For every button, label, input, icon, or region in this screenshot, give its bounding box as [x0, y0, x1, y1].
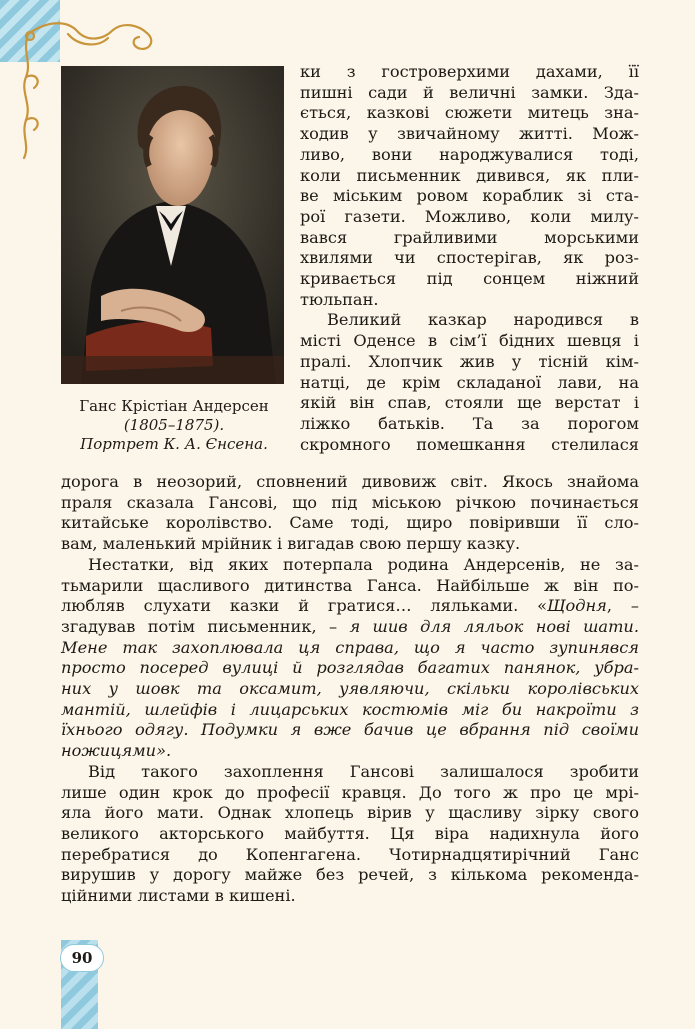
- text-line: ливо, вони народжувалися тоді,: [300, 144, 639, 164]
- text-line: яла його мати. Однак хлопець вірив у щасливу зірку свого: [61, 803, 639, 823]
- text-line: ється, казкові сюжети митець зна-: [300, 103, 639, 123]
- text-line: коли письменник дивився, як пли-: [300, 165, 639, 185]
- text-line: тюльпан.: [300, 289, 379, 309]
- text-line: ційними листами в кишені.: [61, 886, 296, 906]
- full-width-text: [61, 472, 639, 907]
- text-line: дорога в неозорий, сповнений дивовиж світ. Якось знайома: [61, 472, 639, 491]
- text-line: мантій, шлейфів і лицарських костюмів міг би накроїти з: [61, 699, 639, 719]
- text-line: тьмарили щасливого дитинства Ганса. Найбільше ж він по-: [61, 575, 639, 595]
- text-line: Нестатки, від яких потерпала родина Андерсенів, не за-: [88, 554, 639, 574]
- text-line: кривається під сонцем ніжний: [300, 269, 639, 289]
- text-line: вався грайливими морськими: [300, 227, 639, 247]
- page-number: 90: [60, 944, 104, 972]
- text-line: перебратися до Копенгагена. Чотирнадцятирічний Ганс: [61, 844, 639, 864]
- text-line: китайське королівство. Саме тоді, щиро повіривши її сло-: [61, 513, 639, 533]
- text-line: натці, де крім складаної лави, на: [300, 372, 639, 392]
- caption-artist: Портрет К. А. Єнсена.: [80, 435, 268, 453]
- text-line: ножицями».: [61, 741, 172, 761]
- right-column-text: [300, 62, 639, 455]
- text-line: ходив у звичайному житті. Мож-: [300, 124, 639, 144]
- portrait-caption: [55, 397, 293, 454]
- text-line: хвилями чи спостерігав, як роз-: [300, 248, 639, 268]
- text-line: ліжко батьків. Та за порогом: [300, 413, 639, 433]
- text-line: лише один крок до професії кравця. До того ж про це мрі-: [61, 782, 639, 802]
- text-line: любляв слухати казки й гратися… ляльками. «Щодня, –: [61, 596, 639, 616]
- text-line: якій він спав, стояли ще верстат і: [300, 393, 639, 413]
- text-line: пралі. Хлопчик жив у тісній кім-: [300, 351, 639, 371]
- text-line: їхнього одягу. Подумки я вже бачив це вбрання під своїми: [61, 720, 639, 740]
- text-line: ве міським ровом кораблик зі ста-: [300, 186, 639, 206]
- text-line: Від такого захоплення Гансові залишалося зробити: [88, 761, 639, 781]
- text-line: просто посеред вулиці й розглядав багатих панянок, убра-: [61, 658, 639, 678]
- text-line: Мене так захоплювала ця справа, що я часто зупинявся: [61, 637, 639, 657]
- text-line: скромного помешкання стелилася: [300, 434, 639, 454]
- text-line: пишні сади й величні замки. Зда-: [300, 82, 639, 102]
- text-line: Великий казкар народився в: [327, 310, 639, 330]
- caption-name: Ганс Крістіан Андерсен: [79, 397, 269, 415]
- text-line: ки з гостроверхими дахами, її: [300, 62, 639, 81]
- text-line: рої газети. Можливо, коли милу-: [300, 206, 639, 226]
- text-line: згадував потім письменник, – я шив для ляльок нові шати.: [61, 616, 639, 636]
- text-line: вирушив у дорогу майже без речей, з кількома рекоменда-: [61, 865, 639, 885]
- text-line: праля сказала Гансові, що під міською річкою починається: [61, 492, 639, 512]
- text-line: місті Оденсе в сім’ї бідних шевця і: [300, 331, 639, 351]
- text-line: них у шовк та оксамит, уявляючи, скільки королівських: [61, 679, 639, 699]
- caption-years: (1805–1875).: [123, 416, 225, 434]
- text-line: великого акторського майбуття. Ця віра надихнула його: [61, 823, 639, 843]
- text-line: вам, маленький мрійник і вигадав свою першу казку.: [61, 534, 521, 554]
- andersen-portrait-painting: [61, 66, 284, 384]
